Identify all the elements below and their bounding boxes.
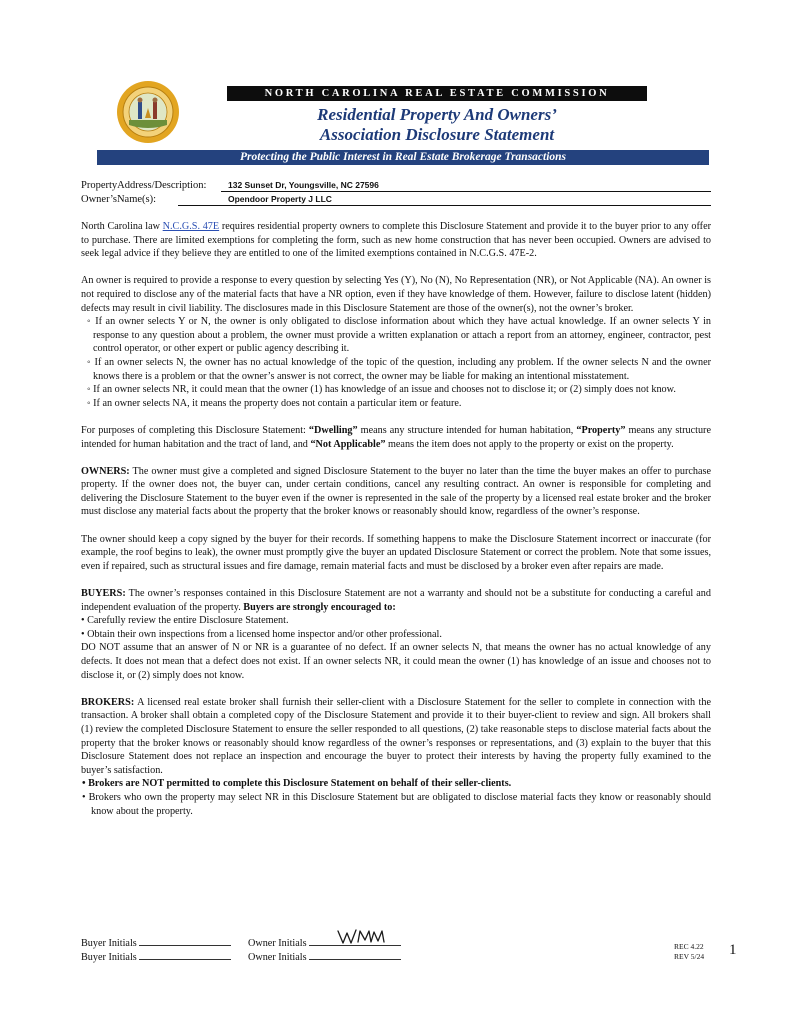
owners-text: The owner must give a completed and signed Disclosure Statement to the buyer no later than the time the buyer makes an offer to purchase property. If the owner does not, the buyer can, under certain conditions, cancel any resulting contract. An owner is responsible for completing and delivering the Disclosure Statement to the buyer even if the owner is represented in the sale of the property by a licensed real estate broker and the broker must disclose any material facts about the property that the broker knows or reasonably should know, regardless of the owner’s response. [81, 465, 711, 518]
disclosure-body [81, 220, 711, 818]
requirement-paragraph: An owner is required to provide a response to every question by selecting Yes (Y), No (N), No Representation (NR), or Not Applicable (NA). An owner is not required to disclose any of the material facts that have a NR option, even if they have knowledge of them. However, failure to disclose latent (hidden) defects may result in civil liability. The disclosures made in this Disclosure Statement are those of the owner(s), not the owner’s broker. [81, 275, 711, 314]
requirement-bullet-n: ◦ If an owner selects N, the owner has no actual knowledge of the topic of the question, including any problem. If the owner selects N and the owner knows there is a problem or that the owner’s answer is not correct, the owner may be liable for making an intentional misstatement. [87, 356, 711, 382]
buyer-initials-field-1[interactable] [139, 935, 231, 946]
buyers-encouraged: Buyers are strongly encouraged to: [243, 601, 396, 613]
intro-text-start: North Carolina law [81, 221, 163, 232]
owner-initials-row-2 [248, 949, 401, 963]
owners-paragraph [81, 465, 711, 519]
owner-names-label: Owner’sName(s): [81, 194, 157, 205]
page-number: 1 [729, 942, 737, 958]
term-not-applicable: “Not Applicable” [310, 438, 386, 450]
definitions-text-3: means any structure intended for human habitation and the tract of land, and [81, 424, 711, 450]
owners-heading: OWNERS: [81, 465, 130, 477]
owner-initials-field-2[interactable] [309, 949, 401, 960]
brokers-bullet-1-text: • Brokers are NOT permitted to complete this Disclosure Statement on behalf of their seller-clients. [82, 778, 512, 790]
owners-update-paragraph: The owner should keep a copy signed by the buyer for their records. If something happens to make the Disclosure Statement incorrect or inaccurate (for example, the roof begins to leak), the owner must promptly give the buyer an updated Disclosure Statement or correct the problem. Note that some issues, even if repaired, such as structural issues and fire damage, remain material facts and must be disclosed by a broker even after repairs are made. [81, 533, 711, 572]
buyer-initials-row-2 [81, 949, 231, 963]
form-title-line-2: Association Disclosure Statement [319, 125, 555, 144]
term-property: “Property” [576, 424, 626, 436]
intro-paragraph [81, 220, 711, 261]
brokers-paragraph [81, 696, 711, 778]
owner-initials-label-2: Owner Initials [248, 952, 307, 963]
tagline-banner: Protecting the Public Interest in Real Estate Brokerage Transactions [97, 150, 709, 165]
nc-state-seal-icon [116, 80, 180, 144]
agency-name-banner: NORTH CAROLINA REAL ESTATE COMMISSION [227, 86, 647, 101]
buyers-bullet-review: • Carefully review the entire Disclosure Statement. [81, 615, 289, 627]
owner-signature-initials [336, 925, 386, 947]
intro-text-end: requires residential property owners to complete this Disclosure Statement and provide it to the buyer prior to any offer to purchase. There are limited exemptions for completing the form, such as new home construction that has never been occupied. Owners are advised to seek legal advice if they believe they are entitled to one of the limited exemptions contained in N.C.G.S. 47E-2. [81, 221, 711, 260]
form-title-line-1: Residential Property And Owners’ [317, 105, 557, 124]
term-dwelling: “Dwelling” [308, 424, 358, 436]
brokers-bullet-own-property: • Brokers who own the property may select NR in this Disclosure Statement but are obligated to disclose material facts they know or reasonably should know about the property. [82, 791, 711, 817]
definitions-text-4: means the item does not apply to the property or exist on the property. [385, 438, 674, 450]
owner-initials-label-1: Owner Initials [248, 938, 307, 949]
buyers-bullet-inspect: • Obtain their own inspections from a licensed home inspector and/or other professional. [81, 628, 442, 640]
property-address-row [81, 179, 711, 193]
buyer-initials-label-1: Buyer Initials [81, 938, 137, 949]
buyers-text: The owner’s responses contained in this Disclosure Statement are not a warranty and should not be a substitute for conducting a careful and independent evaluation of the property. [81, 588, 711, 613]
property-address-value: 132 Sunset Dr, Youngsville, NC 27596 [228, 180, 379, 190]
buyer-initials-label-2: Buyer Initials [81, 952, 137, 963]
buyers-heading: BUYERS: [81, 588, 126, 600]
brokers-heading: BROKERS: [81, 696, 135, 708]
requirement-bullet-y-n: ◦ If an owner selects Y or N, the owner is only obligated to disclose information about which they have actual knowledge. If an owner selects Y in response to any question about a problem, the owner must provide a written explanation or attach a report from an attorney, engineer, contractor, pest control operator, or other expert or public agency describing it. [87, 316, 711, 355]
brokers-text: A licensed real estate broker shall furnish their seller-client with a Disclosure Statement for the seller to complete in connection with the transaction. A broker shall obtain a completed copy of the Disclosure Statement and provide it to their buyer-client to review and sign. All brokers shall (1) review the completed Disclosure Statement to ensure the seller responded to all questions, (2) take reasonable steps to disclose material facts about the property that the broker knows or reasonably should know regardless of the owner’s responses or representations, and (3) explain to the buyer that this Disclosure Statement does not replace an inspection and encourage the buyer to protect their interests by having the property fully examined to the buyer’s satisfaction. [81, 696, 711, 776]
requirement-bullet-nr: ◦ If an owner selects NR, it could mean that the owner (1) has knowledge of an issue and chooses not to disclose it; or (2) simply does not know. [87, 384, 676, 396]
buyers-assumption-paragraph: DO NOT assume that an answer of N or NR is a guarantee of no defect. If an owner selects N, that means the owner has no actual knowledge of any defects. It does not mean that a defect does not exist. If an owner selects NR, it could mean the owner (1) has knowledge of an issue and chooses not to disclose it, or (2) simply does not know. [81, 642, 711, 681]
requirement-bullet-na: ◦ If an owner selects NA, it means the property does not contain a particular item or feature. [87, 397, 462, 409]
brokers-bullet-not-permitted [81, 777, 711, 791]
statute-link[interactable]: N.C.G.S. 47E [162, 221, 220, 232]
definitions-text-1: For purposes of completing this Disclosure Statement: [81, 424, 309, 436]
buyer-initials-field-2[interactable] [139, 949, 231, 960]
form-revision-rev: REV 5/24 [674, 952, 705, 961]
property-address-label: PropertyAddress/Description: [81, 180, 207, 191]
owner-names-row [81, 193, 711, 207]
definitions-paragraph [81, 424, 711, 451]
definitions-text-2: means any structure intended for human habitation, [357, 424, 577, 436]
owner-names-value: Opendoor Property J LLC [228, 194, 332, 204]
buyers-paragraph [81, 587, 711, 614]
buyer-initials-row-1 [81, 935, 231, 949]
form-revision-rec: REC 4.22 [674, 942, 704, 951]
